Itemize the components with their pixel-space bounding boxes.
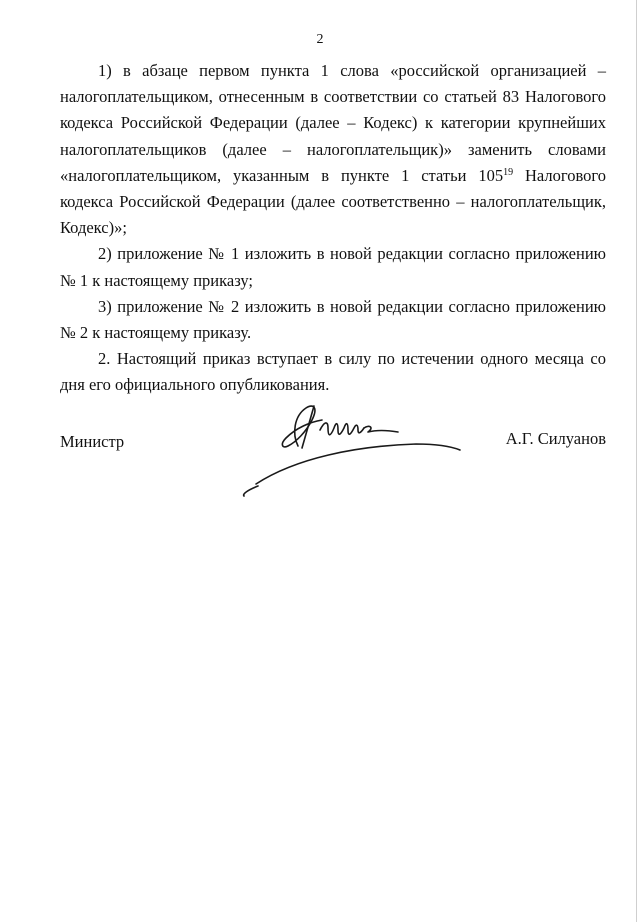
page-number: 2 <box>316 32 324 47</box>
paragraph-amendment-1-text: 1) в абзаце первом пункта 1 слова «российской организацией – налогоплательщиком, отнесенным в соответствии со статьей 83 Налогового кодекса Российской Федерации (далее – Кодекс) к категории крупнейших налогоплательщиков (далее – налогоплательщик)» заменить словами «налогоплательщиком, указанным в пункте 1 статьи 105 <box>60 61 606 185</box>
handwritten-signature <box>236 394 476 498</box>
document-body <box>60 58 606 399</box>
paragraph-amendment-2: 2) приложение № 1 изложить в новой редакции согласно приложению № 1 к настоящему приказу; <box>60 244 606 290</box>
paragraph-amendment-1 <box>60 58 606 241</box>
article-superscript: 19 <box>503 166 514 178</box>
signer-name: А.Г. Силуанов <box>505 429 606 448</box>
signature-block <box>0 380 640 510</box>
signer-position: Министр <box>60 432 125 451</box>
paragraph-amendment-3: 3) приложение № 2 изложить в новой редакции согласно приложению № 2 к настоящему приказу. <box>60 296 606 343</box>
paragraph-amendment-1-tail: Налогового кодекса Российской Федерации (далее соответственно – налогоплательщик, Кодекс)»; <box>60 165 606 238</box>
paragraph-effective-date: 2. Настоящий приказ вступает в силу по истечении одного месяца со дня его официального опубликования. <box>60 349 606 395</box>
scan-edge-line <box>636 0 637 922</box>
